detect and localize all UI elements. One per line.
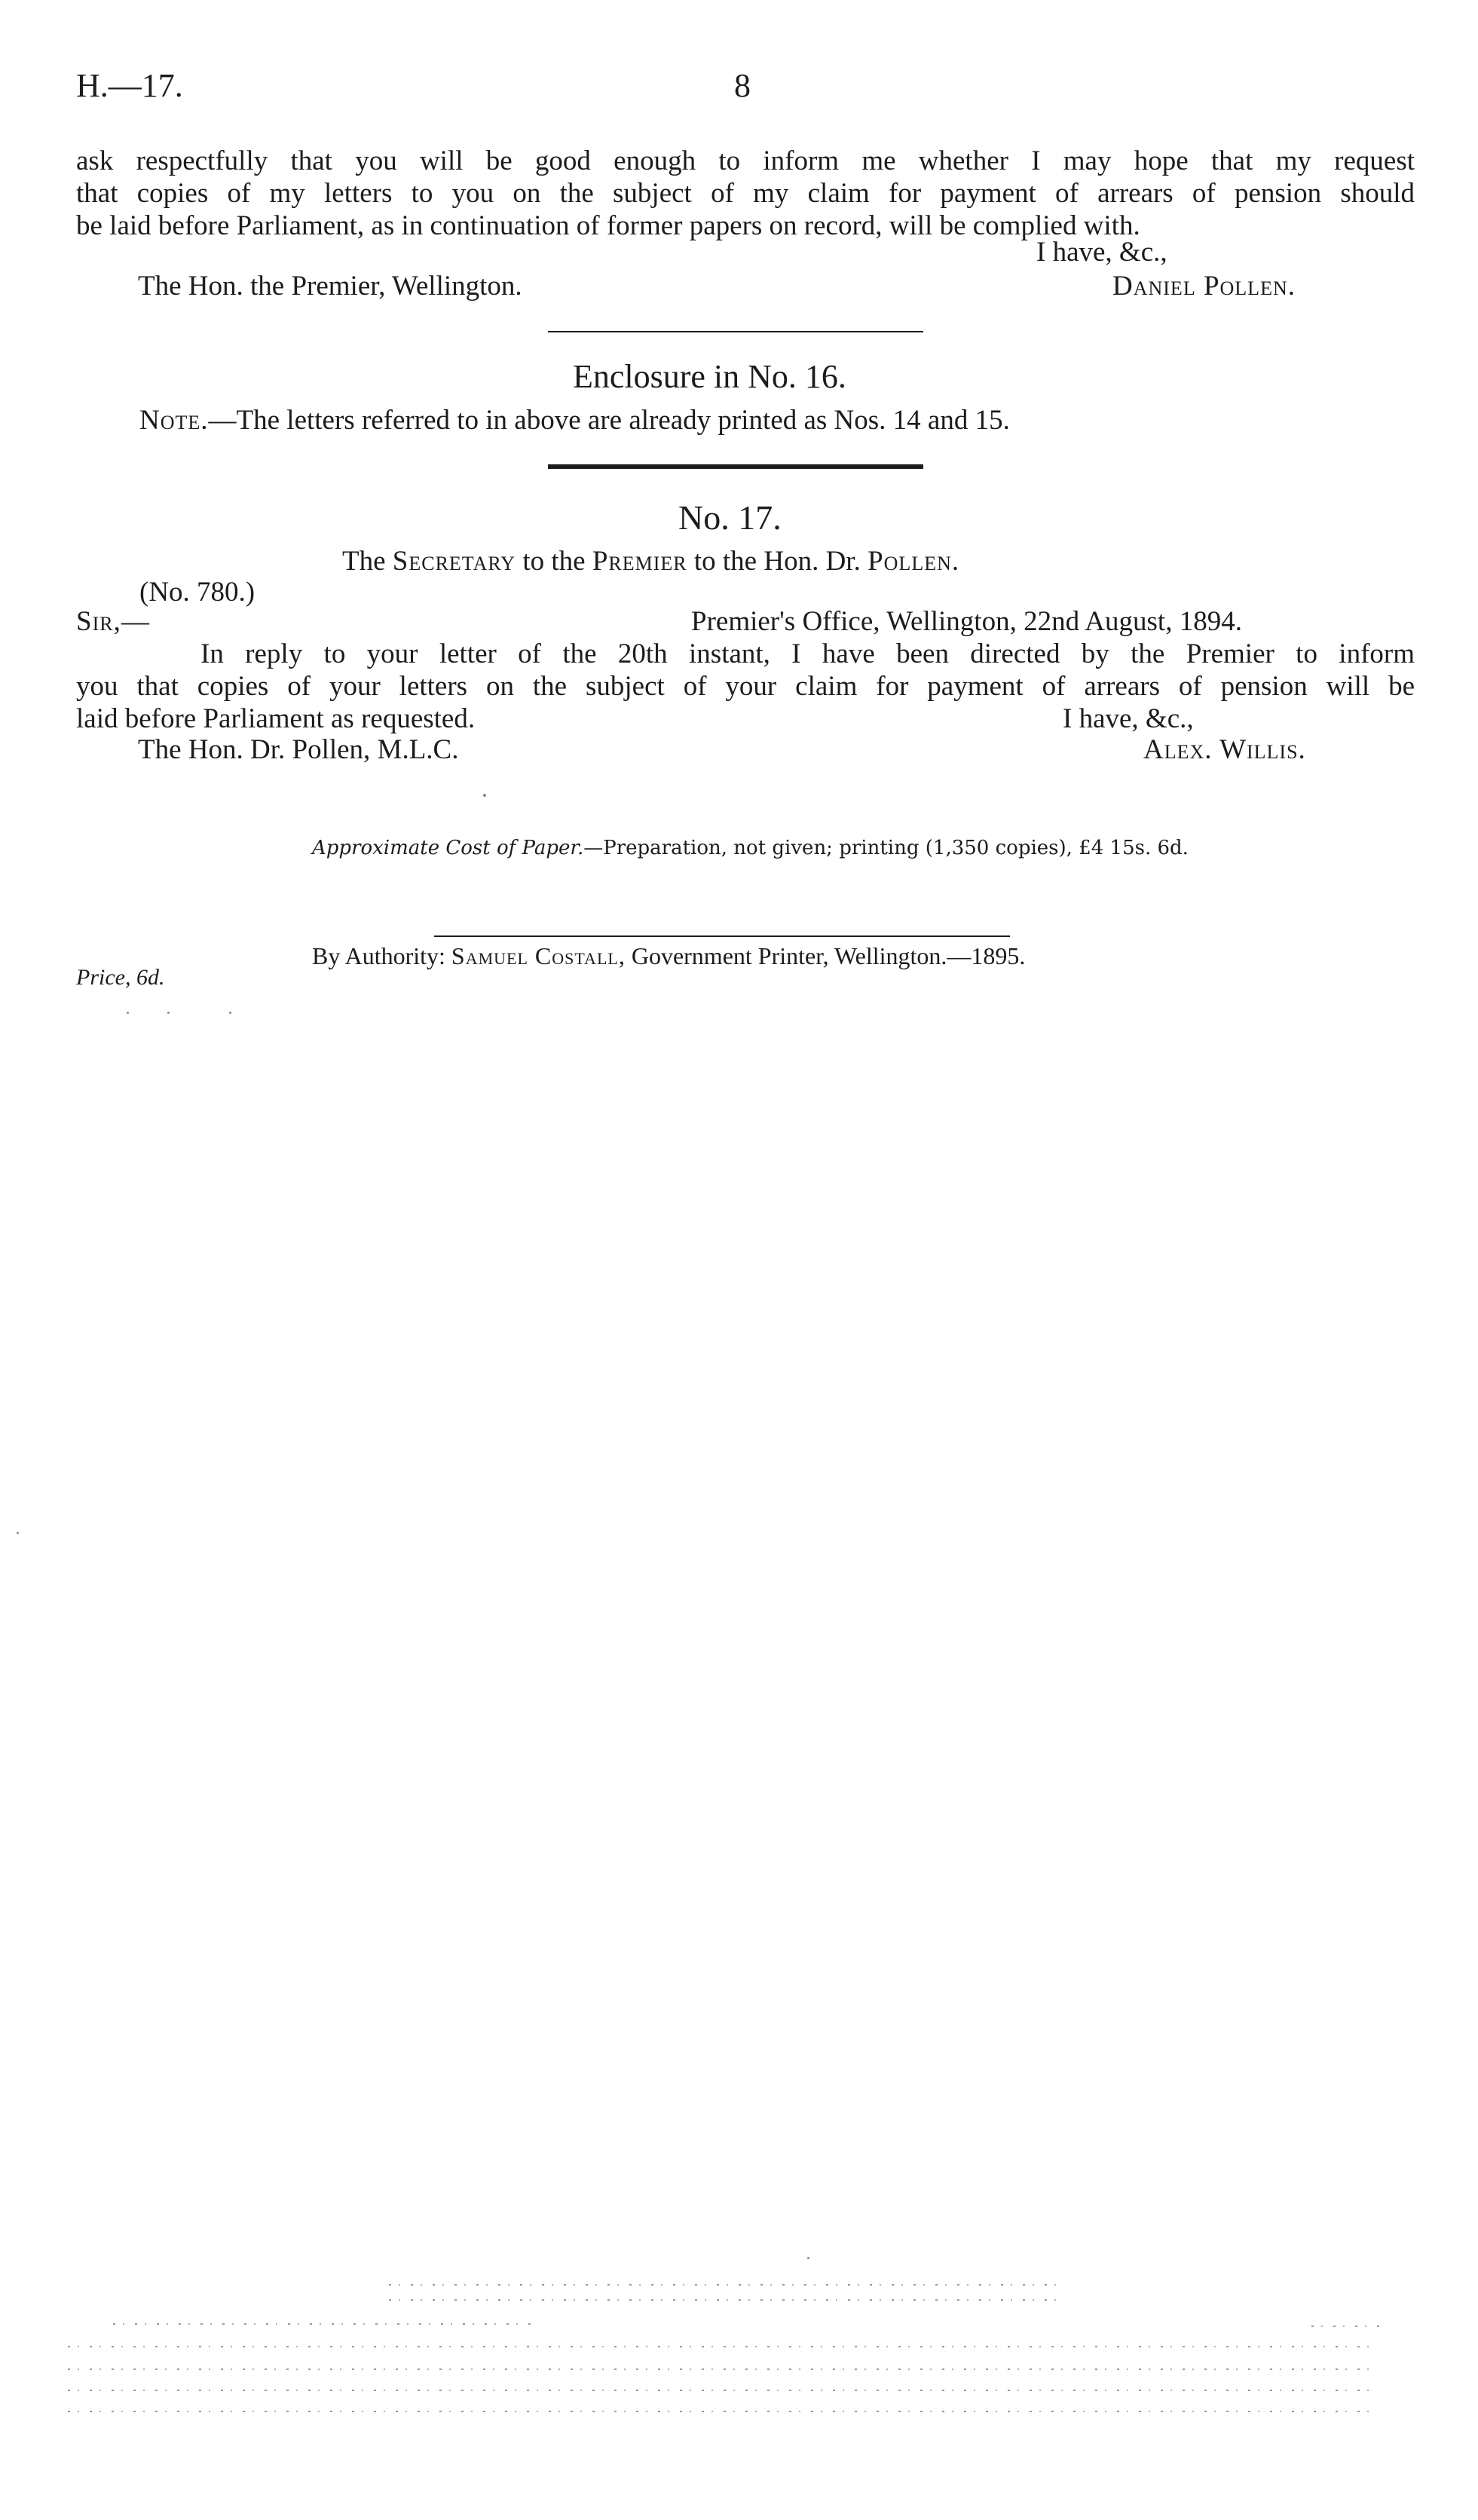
letter17-signature: Alex. Willis.: [1143, 734, 1306, 765]
price: Price, 6d.: [76, 965, 165, 990]
letter16-addressee: The Hon. the Premier, Wellington.: [138, 271, 522, 302]
bleed-through-noise: [389, 2284, 1060, 2286]
enclosure-heading: Enclosure in No. 16.: [573, 358, 846, 395]
note-label: Note.: [139, 405, 209, 436]
letter16-line-2: that copies of my letters to you on the subject of my claim for payment of arrears of pension should: [76, 178, 1415, 209]
scan-speck: [807, 2257, 809, 2259]
letter17-subheading: The Secretary to the Premier to the Hon. Dr. Pollen.: [342, 546, 960, 577]
premier-title: Premier: [592, 546, 687, 577]
letter17-number: (No. 780.): [139, 577, 256, 608]
letter17-line-1: In reply to your letter of the 20th instant, I have been directed by the Premier to inform: [200, 638, 1415, 669]
sender-title: Secretary: [392, 546, 516, 577]
printer-name: Samuel Costall,: [451, 942, 626, 969]
cost-of-paper: [312, 837, 1189, 859]
letter16-line-3: be laid before Parliament, as in continuation of former papers on record, will be complied with.: [76, 210, 1140, 241]
bleed-through-noise: [68, 2346, 1379, 2347]
section-divider-thick: [548, 464, 923, 469]
letter17-line-2: you that copies of your letters on the subject of your claim for payment of arrears of pension will be: [76, 671, 1415, 702]
letter16-signature: Daniel Pollen.: [1112, 271, 1296, 302]
letter17-closing: I have, &c.,: [1063, 703, 1194, 734]
letter16-closing: I have, &c.,: [1036, 237, 1167, 268]
bleed-through-noise: [68, 2390, 1379, 2391]
page-ref: H.—17.: [76, 67, 183, 104]
scan-speck: [17, 1532, 19, 1534]
letter17-line-3: laid before Parliament as requested.: [76, 703, 476, 734]
letter17-place-date: Premier's Office, Wellington, 22nd August, 1894.: [691, 606, 1242, 637]
cost-label: Approximate Cost of Paper.: [312, 837, 584, 859]
scan-speck: [167, 1012, 170, 1014]
bleed-through-noise: [68, 2368, 1379, 2370]
bleed-through-noise: [389, 2299, 1060, 2301]
recipient-name: Pollen.: [868, 546, 960, 577]
letter16-line-1: ask respectfully that you will be good enough to inform me whether I may hope that my request: [76, 145, 1415, 176]
note-text: —The letters referred to in above are already printed as Nos. 14 and 15.: [208, 405, 1010, 436]
page-number: 8: [734, 67, 751, 104]
letter17-salutation: Sir,—: [76, 606, 150, 637]
section-divider-short: [548, 331, 923, 332]
letter17-heading: No. 17.: [678, 498, 782, 537]
bleed-through-noise: [68, 2411, 1379, 2412]
bleed-through-noise: [1311, 2326, 1379, 2327]
cost-text: —Preparation, not given; printing (1,350 copies), £4 15s. 6d.: [583, 837, 1189, 859]
enclosure-note: [139, 404, 1010, 436]
bleed-through-noise: [113, 2323, 535, 2325]
scan-speck: [229, 1012, 231, 1014]
scan-speck: [127, 1012, 129, 1014]
letter17-addressee: The Hon. Dr. Pollen, M.L.C.: [138, 734, 459, 765]
authority-divider: [434, 935, 1010, 937]
scan-speck: [483, 794, 486, 797]
authority-line: By Authority: Samuel Costall, Government Printer, Wellington.—1895.: [312, 942, 1026, 969]
